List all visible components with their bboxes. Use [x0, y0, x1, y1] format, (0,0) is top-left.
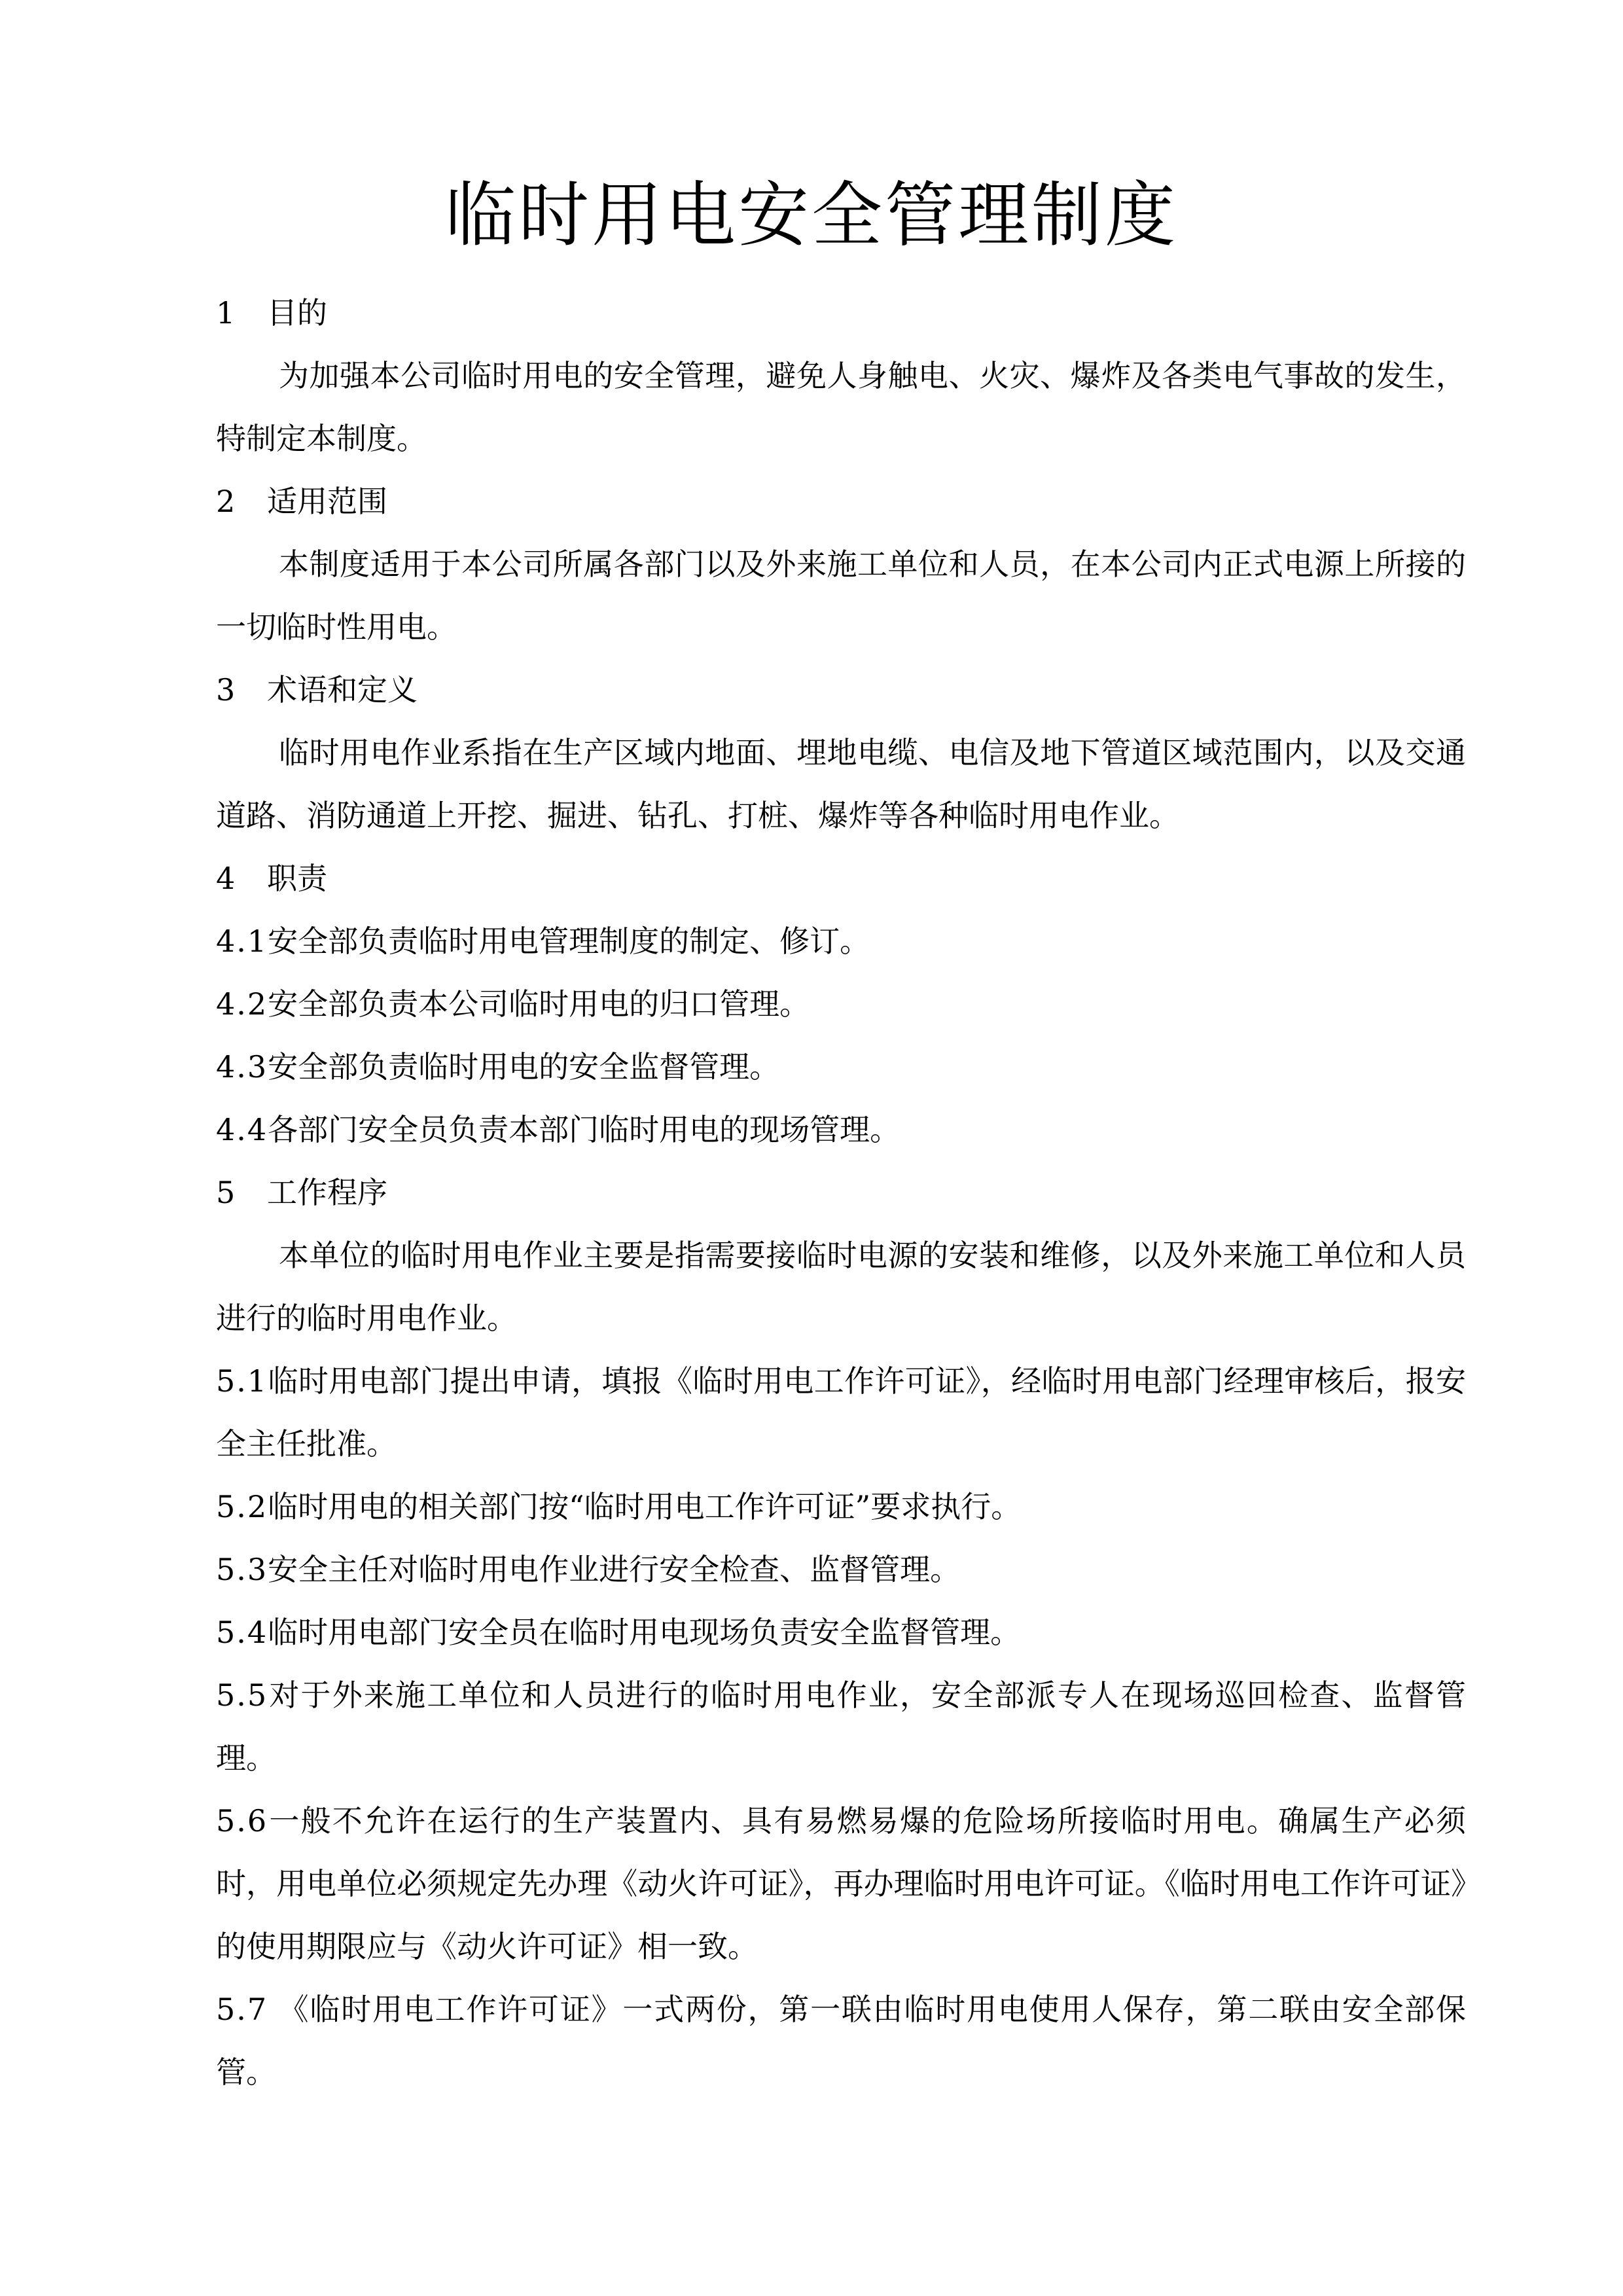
document-title: 临时用电安全管理制度: [444, 175, 1178, 257]
section-heading-2: [216, 470, 1466, 533]
clause-text: 安全部负责本公司临时用电的归口管理。: [268, 986, 810, 1022]
section-heading-3: [216, 658, 1466, 721]
clause-5-4: [216, 1601, 1466, 1664]
clause-number: 5.3: [216, 1552, 268, 1587]
section-heading-1: [216, 281, 1466, 344]
section-title: 职责: [267, 861, 327, 896]
clause-text: 安全部负责临时用电的安全监督管理。: [268, 1049, 780, 1085]
clause-number: 5.2: [216, 1489, 268, 1524]
clause-number: 5.6: [216, 1803, 268, 1839]
clause-4-1: [216, 910, 1466, 973]
clause-text: 临时用电的相关部门按“临时用电工作许可证”要求执行。: [268, 1489, 1022, 1524]
clause-number: 4.2: [216, 986, 268, 1022]
procedure-paragraph: 本单位的临时用电作业主要是指需要接临时电源的安装和维修，以及外来施工单位和人员进行的临时用电作业。: [216, 1238, 1466, 1336]
clause-5-2: [216, 1475, 1466, 1538]
clause-number: 4.3: [216, 1049, 268, 1085]
document-body: [216, 281, 1466, 2104]
clause-5-6: [216, 1789, 1466, 1978]
section-title: 适用范围: [267, 484, 387, 519]
clause-number: 4.1: [216, 924, 268, 959]
clause-4-4: [216, 1098, 1466, 1161]
clause-5-1: [216, 1350, 1466, 1475]
clause-text: 一般不允许在运行的生产装置内、具有易燃易爆的危险场所接临时用电。确属生产必须时，用电单位必须规定先办理《动火许可证》，再办理临时用电许可证。《临时用电工作许可证》的使用期限应与《动火许可证》相一致。: [216, 1803, 1466, 1964]
clause-text: 《临时用电工作许可证》一式两份，第一联由临时用电使用人保存，第二联由安全部保管。: [216, 1992, 1466, 2090]
clause-text: 对于外来施工单位和人员进行的临时用电作业，安全部派专人在现场巡回检查、监督管理。: [216, 1677, 1466, 1776]
clause-number: 5.4: [216, 1615, 268, 1650]
section-number: 4: [216, 861, 236, 896]
clause-number: 5.7: [216, 1992, 268, 2027]
section-number: 1: [216, 295, 236, 331]
definition-paragraph: 临时用电作业系指在生产区域内地面、埋地电缆、电信及地下管道区域范围内，以及交通道路、消防通道上开挖、掘进、钻孔、打桩、爆炸等各种临时用电作业。: [216, 735, 1466, 833]
clause-4-3: [216, 1035, 1466, 1098]
section-number: 2: [216, 484, 236, 519]
clause-number: 4.4: [216, 1112, 268, 1147]
clause-text: 安全主任对临时用电作业进行安全检查、监督管理。: [268, 1552, 961, 1587]
clause-5-7: [216, 1978, 1466, 2104]
clause-number: 5.5: [216, 1677, 268, 1713]
purpose-paragraph: 为加强本公司临时用电的安全管理，避免人身触电、火灾、爆炸及各类电气事故的发生，特制定本制度。: [216, 358, 1466, 456]
section-number: 3: [216, 672, 236, 708]
section-heading-5: [216, 1161, 1466, 1224]
section-heading-4: [216, 847, 1466, 910]
clause-text: 临时用电部门提出申请，填报《临时用电工作许可证》，经临时用电部门经理审核后，报安全主任批准。: [216, 1363, 1466, 1462]
section-title: 目的: [267, 295, 327, 331]
section-title: 工作程序: [267, 1175, 387, 1210]
scope-paragraph: 本制度适用于本公司所属各部门以及外来施工单位和人员，在本公司内正式电源上所接的一切临时性用电。: [216, 547, 1466, 645]
clause-number: 5.1: [216, 1363, 268, 1399]
clause-text: 安全部负责临时用电管理制度的制定、修订。: [268, 924, 870, 959]
clause-4-2: [216, 973, 1466, 1035]
section-title: 术语和定义: [267, 672, 418, 708]
clause-5-5: [216, 1664, 1466, 1789]
clause-text: 各部门安全员负责本部门临时用电的现场管理。: [268, 1112, 901, 1147]
section-number: 5: [216, 1175, 236, 1210]
clause-text: 临时用电部门安全员在临时用电现场负责安全监督管理。: [268, 1615, 1021, 1650]
clause-5-3: [216, 1538, 1466, 1601]
